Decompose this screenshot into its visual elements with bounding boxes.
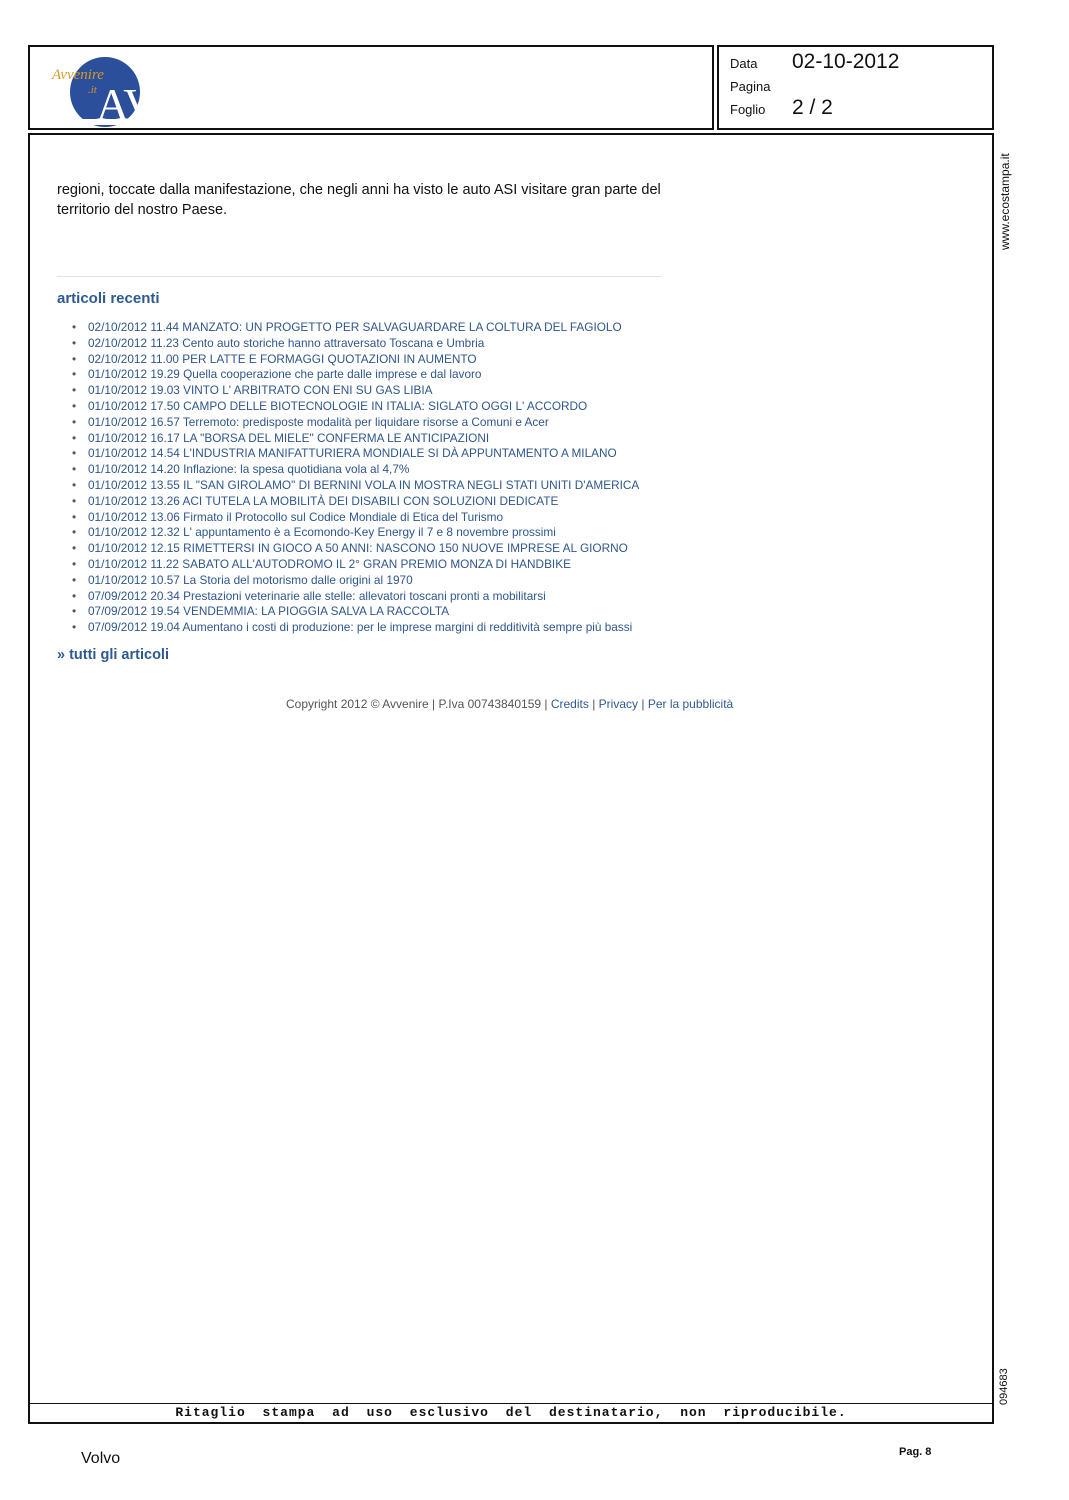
header-meta-box: [717, 45, 994, 130]
article-link[interactable]: • 01/10/2012 16.57 Terremoto: predisposte modalità per liquidare risorse a Comuni e Acer: [72, 415, 639, 431]
article-link[interactable]: • 01/10/2012 19.29 Quella cooperazione che parte dalle imprese e dal lavoro: [72, 367, 639, 383]
ecostampa-website: www.ecostampa.it: [998, 153, 1012, 250]
article-link[interactable]: • 01/10/2012 12.15 RIMETTERSI IN GIOCO A 50 ANNI: NASCONO 150 NUOVE IMPRESE AL GIORNO: [72, 541, 639, 557]
credits-link[interactable]: Credits: [550, 697, 589, 711]
article-link[interactable]: • 01/10/2012 10.57 La Storia del motorismo dalle origini al 1970: [72, 573, 639, 589]
article-link[interactable]: • 02/10/2012 11.00 PER LATTE E FORMAGGI QUOTAZIONI IN AUMENTO: [72, 352, 639, 368]
article-link[interactable]: • 01/10/2012 19.03 VINTO L' ARBITRATO CON ENI SU GAS LIBIA: [72, 383, 639, 399]
article-link[interactable]: • 01/10/2012 16.17 LA "BORSA DEL MIELE" CONFERMA LE ANTICIPAZIONI: [72, 431, 639, 447]
logo-monogram: AV: [96, 79, 157, 130]
clipping-code: 094683: [998, 1368, 1010, 1405]
article-text: regioni, toccate dalla manifestazione, che negli anni ha visto le auto ASI visitare gran parte del territorio del nostro Paese.: [57, 182, 661, 218]
privacy-link[interactable]: Privacy: [598, 697, 639, 711]
recent-articles-list: [72, 320, 639, 636]
data-label: Data: [730, 56, 758, 71]
article-link[interactable]: • 01/10/2012 12.32 L' appuntamento è a Ecomondo-Key Energy il 7 e 8 novembre prossimi: [72, 525, 639, 541]
copyright-line: [286, 697, 733, 711]
disclaimer: Ritaglio stampa ad uso esclusivo del destinatario, non riproducibile.: [175, 1405, 847, 1420]
data-value: 02-10-2012: [792, 50, 900, 73]
disclaimer-divider: [28, 1403, 994, 1404]
copyright-text: Copyright 2012 © Avvenire | P.Iva 00743840159 |: [286, 697, 548, 711]
article-link[interactable]: • 07/09/2012 20.34 Prestazioni veterinarie alle stelle: allevatori toscani pronti a mobilitarsi: [72, 589, 639, 605]
article-link[interactable]: • 01/10/2012 13.26 ACI TUTELA LA MOBILITÀ DEI DISABILI CON SOLUZIONI DEDICATE: [72, 494, 639, 510]
article-link[interactable]: • 01/10/2012 11.22 SABATO ALL'AUTODROMO IL 2° GRAN PREMIO MONZA DI HANDBIKE: [72, 557, 639, 573]
article-link[interactable]: • 01/10/2012 14.20 Inflazione: la spesa quotidiana vola al 4,7%: [72, 462, 639, 478]
article-link[interactable]: • 02/10/2012 11.23 Cento auto storiche hanno attraversato Toscana e Umbria: [72, 336, 639, 352]
divider: [57, 276, 662, 277]
avvenire-logo: [50, 57, 157, 130]
logo-sub: .it: [88, 84, 97, 96]
all-articles-link[interactable]: » tutti gli articoli: [57, 647, 169, 663]
separator: |: [592, 697, 596, 711]
logo-text: Avvenire: [52, 67, 104, 83]
pagina-label: Pagina: [730, 79, 771, 94]
advertising-link[interactable]: Per la pubblicità: [647, 697, 734, 711]
article-link[interactable]: • 01/10/2012 17.50 CAMPO DELLE BIOTECNOLOGIE IN ITALIA: SIGLATO OGGI L' ACCORDO: [72, 399, 639, 415]
brand-label: Volvo: [81, 1450, 121, 1467]
article-link[interactable]: • 01/10/2012 14.54 L'INDUSTRIA MANIFATTURIERA MONDIALE SI DÀ APPUNTAMENTO A MILANO: [72, 446, 639, 462]
article-link[interactable]: • 07/09/2012 19.04 Aumentano i costi di produzione: per le imprese margini di redditività sempre più bassi: [72, 620, 639, 636]
foglio-value: 2 / 2: [792, 96, 833, 119]
separator: |: [641, 697, 645, 711]
article-link[interactable]: • 01/10/2012 13.55 IL "SAN GIROLAMO" DI BERNINI VOLA IN MOSTRA NEGLI STATI UNITI D'AMERICA: [72, 478, 639, 494]
header-logo-box: [28, 45, 714, 130]
page-number: Pag. 8: [899, 1446, 932, 1458]
foglio-label: Foglio: [730, 102, 766, 117]
recent-articles-title: articoli recenti: [57, 290, 160, 307]
article-link[interactable]: • 07/09/2012 19.54 VENDEMMIA: LA PIOGGIA SALVA LA RACCOLTA: [72, 604, 639, 620]
article-link[interactable]: • 02/10/2012 11.44 MANZATO: UN PROGETTO PER SALVAGUARDARE LA COLTURA DEL FAGIOLO: [72, 320, 639, 336]
article-link[interactable]: • 01/10/2012 13.06 Firmato il Protocollo sul Codice Mondiale di Etica del Turismo: [72, 510, 639, 526]
